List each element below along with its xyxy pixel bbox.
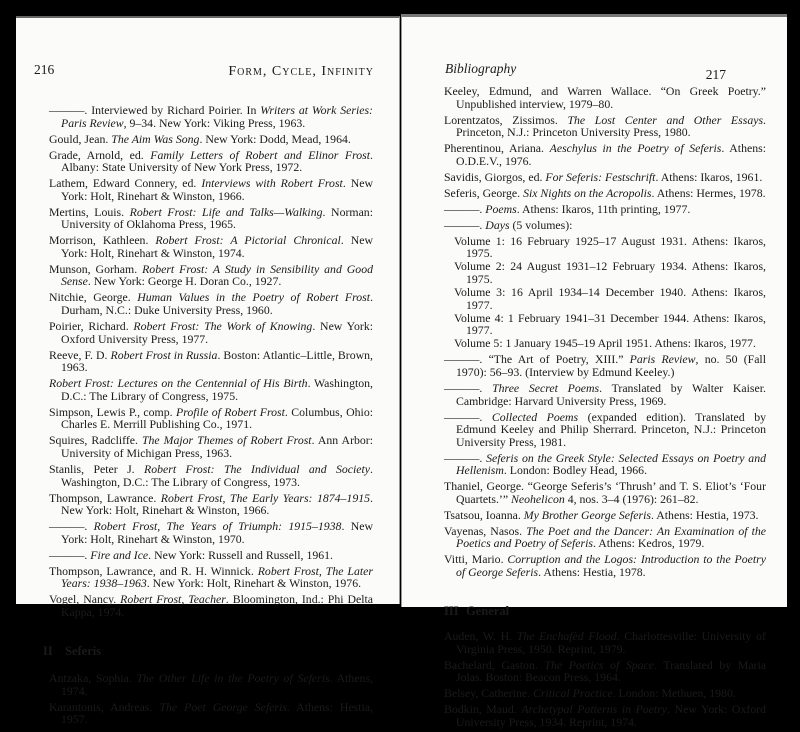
bibliography-entry: [444, 203, 766, 216]
entry-publication: . Athens: Ikaros, 11th printing, 1977.: [516, 201, 691, 216]
bibliography-entry: [49, 701, 373, 726]
entry-author: Vayenas, Nasos.: [444, 523, 527, 538]
entry-author: Keeley, Edmund, and Warren Wallace. “On Greek Poetry.” Unpublished interview, 1979–80.: [444, 84, 766, 111]
section-number: II: [43, 644, 53, 659]
entry-publication: , no. 50 (Fall 1970): 56–93. (Interview by Edmund Keeley.): [456, 352, 766, 379]
entry-publication: . Translated by Maria Jolas. Boston: Beacon Press, 1964.: [456, 657, 766, 685]
entry-publication: . London: Methuen, 1980.: [612, 686, 736, 701]
entry-title: Robert Frost, The Early Years: 1874–1915: [160, 490, 371, 505]
bibliography-entry: [49, 206, 373, 231]
entry-author: Vitti, Mario.: [444, 552, 508, 567]
entry-author: Bachelard, Gaston.: [444, 657, 545, 672]
entry-author: ———.: [49, 519, 94, 534]
bibliography-entry: [444, 187, 766, 200]
entry-title: Collected Poems: [491, 409, 579, 424]
entry-author: Gould, Jean.: [49, 131, 112, 146]
section-heading: [43, 645, 373, 658]
entry-publication: . Athens, 1974.: [61, 671, 373, 698]
entry-author: Pherentinou, Ariana.: [444, 141, 550, 156]
entry-publication: . Athens: Kedros, 1979.: [592, 536, 705, 551]
entry-title: Profile of Robert Frost: [175, 404, 285, 419]
bibliography-list: [43, 103, 374, 729]
entry-title: For Seferis: Festschrift: [545, 169, 656, 184]
entry-title: Days: [485, 217, 510, 232]
bibliography-entry: [49, 520, 373, 545]
bibliography-entry: [49, 104, 373, 129]
bibliography-entry: [444, 353, 766, 378]
bibliography-entry: [444, 480, 766, 505]
entry-title: The Other Life in the Poetry of Seferis: [136, 671, 330, 685]
entry-title: Writers at Work Series: Paris Review: [61, 103, 373, 130]
entry-title: Human Values in the Poetry of Robert Frost: [137, 290, 371, 305]
entry-author: Reeve, F. D.: [49, 347, 111, 362]
entry-author: Tsatsou, Ioanna.: [444, 507, 524, 522]
entry-publication: . Bloomington, Ind.: Phi Delta Kappa, 1974.: [61, 592, 373, 619]
right-page: [401, 14, 787, 729]
entry-title: Neohelicon: [511, 491, 565, 506]
entry-author: Mertins, Louis.: [49, 204, 130, 219]
bibliography-entry: [49, 177, 373, 202]
entry-publication: (5 volumes):: [509, 217, 573, 232]
entry-publication: . Columbus, Ohio: Charles E. Merrill Publishing Co., 1971.: [61, 404, 373, 432]
entry-publication: . New York: Holt, Rinehart & Winston, 1966.: [61, 176, 373, 203]
page-number: 216: [34, 62, 55, 77]
bibliography-entry: [49, 234, 373, 259]
bibliography-entry: [444, 553, 766, 578]
bibliography-entry: [444, 382, 766, 407]
entry-author: Antzaka, Sophia.: [49, 671, 137, 685]
entry-title: Family Letters of Robert and Elinor Frost: [150, 147, 371, 162]
entry-title: Paris Review: [629, 352, 696, 367]
bibliography-entry: [49, 672, 373, 697]
entry-author: ———.: [444, 450, 487, 465]
volume-entry: Volume 2: 24 August 1931–12 February 1934. Athens: Ikaros, 1975.: [454, 259, 766, 286]
entry-title: Robert Frost, Teacher: [120, 592, 226, 607]
running-head: Form, Cycle, Infinity: [228, 64, 374, 79]
entry-author: ———.: [444, 380, 493, 395]
entry-author: Lathem, Edward Connery, ed.: [49, 176, 202, 191]
bibliography-list: [444, 85, 766, 732]
entry-publication: . New York: Holt, Rinehart & Winston, 1970.: [61, 519, 373, 546]
entry-author: Thompson, Lawrance.: [49, 490, 161, 505]
bibliography-entry: [49, 593, 373, 618]
bibliography-entry: [49, 492, 373, 517]
entry-author: ———.: [49, 547, 91, 562]
entry-title: Robert Frost: The Work of Knowing: [133, 319, 313, 334]
entry-title: Interviews with Robert Frost: [201, 176, 343, 191]
bibliography-entry: [444, 703, 766, 728]
entry-publication: . New York: Dodd, Mead, 1964.: [199, 131, 351, 146]
bibliography-entry: [49, 263, 373, 288]
entry-title: The Lost Center and Other Essays: [567, 112, 764, 127]
entry-title: The Aim Was Song: [111, 131, 200, 146]
bibliography-entry: [444, 142, 766, 167]
bibliography-entry: [444, 630, 766, 655]
entry-title: Poems: [485, 201, 517, 216]
bibliography-entry: [49, 133, 373, 146]
entry-author: Auden, W. H.: [444, 629, 517, 644]
bibliography-entry: [49, 549, 373, 562]
entry-author: Thompson, Lawrance, and R. H. Winnick.: [49, 563, 258, 578]
volume-entry: Volume 3: 16 April 1934–14 December 1940. Athens: Ikaros, 1977.: [454, 285, 766, 312]
entry-publication: . Athens: Hermes, 1978.: [651, 185, 766, 200]
entry-author: Nitchie, George.: [49, 290, 138, 305]
bibliography-entry: [444, 509, 766, 522]
entry-publication: . New York: Holt, Rinehart & Winston, 1976.: [146, 576, 362, 591]
entry-author: ———.: [444, 409, 492, 424]
entry-author: Munson, Gorham.: [49, 261, 143, 276]
entry-title: Robert Frost, The Years of Triumph: 1915–1938: [93, 519, 342, 534]
entry-author: Thaniel, George. “George Seferis’s ‘Thrush’ and T. S. Eliot’s ‘Four Quartets.’”: [444, 479, 766, 506]
entry-publication: . New York: Oxford University Press, 1977.: [61, 319, 373, 346]
entry-title: My Brother George Seferis: [523, 507, 652, 522]
entry-author: ———.: [444, 201, 486, 216]
entry-publication: . Albany: State University of New York Press, 1972.: [61, 147, 373, 175]
bibliography-entry: [49, 149, 373, 174]
entry-title: The Poet George Seferis: [159, 699, 287, 714]
entry-title: Robert Frost in Russia: [110, 347, 218, 362]
entry-author: Poirier, Richard.: [49, 319, 134, 334]
entry-author: Savidis, Giorgos, ed.: [444, 169, 546, 184]
entry-title: The Poet and the Dancer: An Examination of the Poetics and Poetry of Seferis: [456, 523, 766, 551]
entry-publication: . Athens: O.D.E.V., 1976.: [456, 141, 766, 168]
entry-title: Robert Frost: A Study in Sensibility and Good Sense: [61, 261, 373, 289]
bibliography-entry: [444, 452, 766, 477]
section-heading: [444, 605, 766, 618]
entry-title: Robert Frost: A Pictorial Chronical: [155, 233, 341, 248]
bibliography-entry: [444, 114, 766, 139]
entry-publication: . Norman: University of Oklahoma Press, 1965.: [61, 204, 373, 232]
bibliography-entry: [49, 377, 373, 402]
entry-author: ———.: [444, 217, 486, 232]
entry-author: Bodkin, Maud.: [444, 702, 522, 717]
volume-entry: Volume 4: 1 February 1941–31 December 1944. Athens: Ikaros, 1977.: [454, 310, 766, 338]
entry-title: Robert Frost: Lectures on the Centennial of His Birth: [49, 376, 308, 391]
section-number: III: [444, 603, 459, 618]
entry-author: Squires, Radcliffe.: [49, 433, 142, 448]
entry-publication: . Athens: Ikaros, 1961.: [655, 169, 763, 184]
bibliography-entry: [49, 349, 373, 374]
bibliography-entry: [49, 291, 373, 316]
entry-publication: 4, nos. 3–4 (1976): 261–82.: [564, 491, 699, 506]
section-title: Seferis: [65, 644, 102, 659]
bibliography-entry: [444, 659, 766, 684]
bibliography-entry: [49, 565, 373, 590]
entry-author: Morrison, Kathleen.: [49, 233, 156, 248]
section-title: General: [466, 603, 510, 618]
volume-entry: Volume 1: 16 February 1925–17 August 1931. Athens: Ikaros, 1975.: [454, 233, 766, 261]
bibliography-entry: [444, 411, 766, 449]
entry-publication: . New York: Holt, Rinehart & Winston, 1966.: [61, 490, 373, 518]
entry-title: Robert Frost: Life and Talks—Walking: [129, 204, 323, 219]
left-page: [16, 16, 400, 727]
bibliography-entry: [444, 85, 766, 110]
entry-title: Seferis on the Greek Style: Selected Essays on Poetry and Hellenism: [456, 450, 766, 478]
bibliography-entry: [444, 687, 766, 700]
entry-title: Fire and Ice: [90, 547, 149, 562]
entry-title: The Enchafèd Flood: [516, 629, 617, 644]
entry-title: Corruption and the Logos: Introduction to the Poetry of George Seferis: [456, 552, 766, 580]
entry-author: Karantonis, Andreas.: [49, 699, 160, 714]
bibliography-entry: [49, 434, 373, 459]
entry-author: Belsey, Catherine.: [444, 686, 533, 701]
entry-title: The Poetics of Space: [544, 657, 655, 672]
volume-entry: Volume 5: 1 January 1945–19 April 1951. Athens: Ikaros, 1977.: [454, 336, 756, 351]
entry-author: Vogel, Nancy.: [49, 592, 121, 607]
entry-title: Robert Frost: The Individual and Society: [144, 461, 371, 476]
entry-title: Three Secret Poems: [492, 380, 600, 395]
entry-title: Critical Practice: [533, 686, 613, 701]
entry-author: Grade, Arnold, ed.: [49, 147, 151, 162]
entry-publication: . Ann Arbor: University of Michigan Press, 1963.: [61, 433, 373, 460]
entry-publication: . Charlottesville: University of Virginia Press, 1950. Reprint, 1979.: [456, 629, 766, 656]
entry-title: Archetypal Patterns in Poetry: [521, 702, 668, 717]
entry-author: Lorentzatos, Zissimos.: [444, 112, 568, 127]
entry-author: ———. “The Art of Poetry, XIII.”: [444, 352, 630, 367]
entry-title: Six Nights on the Acropolis: [523, 185, 652, 200]
entry-publication: . Washington, D.C.: The Library of Congress, 1975.: [61, 376, 374, 403]
bibliography-entry: [49, 463, 373, 488]
entry-author: Stanlis, Peter J.: [49, 461, 145, 476]
bibliography-entry: [444, 525, 766, 550]
entry-author: ———. Interviewed by Richard Poirier. In: [49, 103, 261, 117]
entry-publication: . New York: George H. Doran Co., 1927.: [87, 274, 282, 289]
entry-title: Robert Frost, The Later Years: 1938–1963: [61, 563, 373, 591]
bibliography-entry: [49, 320, 373, 345]
entry-title: The Major Themes of Robert Frost: [141, 433, 312, 448]
bibliography-entry: [444, 171, 766, 184]
entry-publication: . New York: Oxford University Press, 1934. Reprint, 1974.: [456, 702, 766, 729]
entry-publication: . Washington, D.C.: The Library of Congress, 1973.: [61, 461, 373, 489]
entry-publication: . Translated by Walter Kaiser. Cambridge: Harvard University Press, 1969.: [456, 380, 766, 408]
entry-publication: . Athens: Hestia, 1957.: [61, 699, 374, 727]
entry-publication: . New York: Russell and Russell, 1961.: [148, 547, 333, 562]
entry-title: Aeschylus in the Poetry of Seferis: [549, 141, 722, 156]
bibliography-entry: [444, 219, 766, 232]
bibliography-entry: [49, 406, 373, 431]
entry-publication: . London: Bodley Head, 1966.: [503, 463, 648, 478]
entry-author: Simpson, Lewis P., comp.: [49, 404, 176, 419]
entry-author: Seferis, George.: [444, 185, 524, 200]
entry-publication: . Princeton, N.J.: Princeton University Press, 1980.: [456, 112, 766, 140]
entry-publication: (expanded edition). Translated by Edmund Keeley and Philip Sherrard. Princeton, N.J.: Princeton University Press, 1981.: [456, 409, 766, 449]
entry-publication: . New York: Holt, Rinehart & Winston, 1974.: [61, 233, 373, 260]
entry-publication: . Boston: Atlantic–Little, Brown, 1963.: [61, 347, 373, 375]
page-number: 217: [705, 67, 726, 82]
entry-publication: . Athens: Hestia, 1973.: [651, 507, 759, 522]
running-head: Bibliography: [445, 61, 517, 76]
entry-publication: . Athens: Hestia, 1978.: [538, 565, 646, 580]
entry-publication: . Durham, N.C.: Duke University Press, 1960.: [61, 290, 374, 318]
entry-publication: , 9–34. New York: Viking Press, 1963.: [123, 115, 306, 130]
